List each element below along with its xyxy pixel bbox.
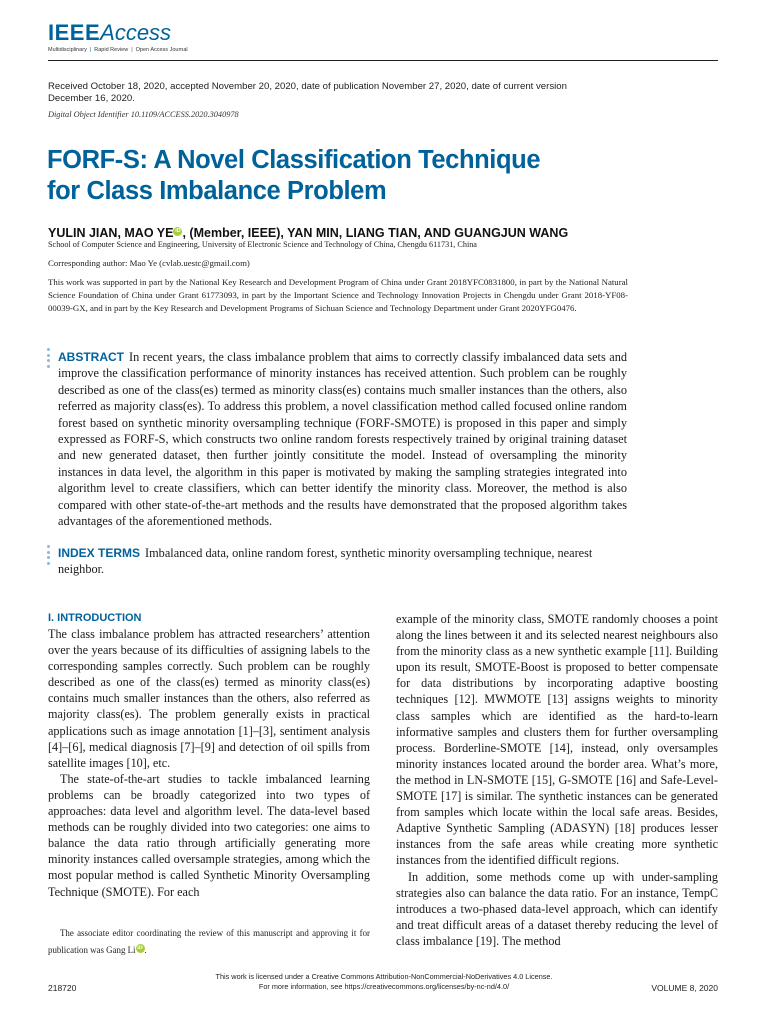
abstract-label: ABSTRACT xyxy=(58,350,124,364)
page-number: 218720 xyxy=(48,983,77,993)
editor-note-end: . xyxy=(144,945,147,955)
affiliation: School of Computer Science and Engineering, University of Electronic Science and Technology of China, Chengdu 611731, China xyxy=(48,240,477,249)
paper-title xyxy=(47,145,647,207)
body-column-left xyxy=(48,611,370,900)
orcid-icon[interactable]: iD xyxy=(137,945,143,952)
abstract-marker-icon xyxy=(47,348,51,370)
doi[interactable]: Digital Object Identifier 10.1109/ACCESS.2020.3040978 xyxy=(48,110,239,119)
tagline-separator: | xyxy=(131,47,133,53)
editor-footnote xyxy=(48,925,370,959)
index-terms-text: Imbalanced data, online random forest, synthetic minority oversampling technique, nearest neighbor. xyxy=(58,546,593,577)
tagline-separator: | xyxy=(89,47,92,53)
abstract xyxy=(58,349,627,529)
logo-access: Access xyxy=(100,20,172,45)
paragraph: example of the minority class, SMOTE randomly chooses a point along the lines between it and its selected nearest neighbours also from the minority class as a new synthetic example [11]. Building upon its result, SMOTE-Boost is proposed to better compensate for data distributions by incorporating adaptive boosting techniques [12]. MWMOTE [13] assigns weights to minority class samples which are identified as the hard-to-learn informative samples and clusters them for further oversampling process. Borderline-SMOTE [14], instead, only oversamples minority instances located around the border area. What’s more, the method in LN-SMOTE [15], G-SMOTE [16] and Safe-Level-SMOTE [17] is similar. The synthetic instances can be generated from samples which locate within the local safe areas. Besides, Adaptive Synthetic Sampling (ADASYN) [18] produces lesser instances from the safe areas while creating more synthetic instances from the identified difficult regions. xyxy=(396,612,718,868)
license-line: This work is licensed under a Creative Commons Attribution-NonCommercial-NoDerivatives 4.0 License. xyxy=(215,972,553,981)
funding-statement: This work was supported in part by the National Key Research and Development Program of China under Grant 2018YFC0831800, in part by the National Natural Science Foundation of China under Grant 61773093, in part by the Important Science and Technology Innovation Projects in Chengdu under Grant 2018-YF08-00039-GX, and in part by the Key Research and Development Programs of Sichuan Science and Technology Department under Grant 2020YFG0476. xyxy=(48,277,628,313)
logo-tagline xyxy=(48,47,188,53)
author-list xyxy=(48,226,568,240)
tagline-item: Open Access Journal xyxy=(135,47,188,53)
orcid-icon[interactable]: iD xyxy=(175,227,181,234)
tagline-item: Rapid Review xyxy=(94,47,129,53)
body-column-right xyxy=(396,611,718,949)
tagline-item: Multidisciplinary xyxy=(48,47,87,53)
index-terms-marker-icon xyxy=(47,545,51,567)
title-line-2: for Class Imbalance Problem xyxy=(47,177,387,205)
section-heading: I. INTRODUCTION xyxy=(48,612,142,624)
index-terms-label: INDEX TERMS xyxy=(58,546,141,560)
volume-label: VOLUME 8, 2020 xyxy=(651,983,718,993)
title-line-1: FORF-S: A Novel Classification Technique xyxy=(47,146,541,174)
license-link[interactable]: For more information, see https://creativecommons.org/licenses/by-nc-nd/4.0/ xyxy=(258,981,510,991)
paragraph: In addition, some methods come up with under-sampling strategies also can balance the data ratio. For an instance, TempC introduces a two-phased data-level approach, which can identify and treat difficult areas of a dataset thereby reducing the level of class imbalance [19]. The method xyxy=(396,869,718,948)
header-divider xyxy=(48,60,718,61)
authors-first: YULIN JIAN, MAO YE xyxy=(48,226,174,240)
corresponding-author: Corresponding author: Mao Ye (cvlab.uestc@gmail.com) xyxy=(48,258,250,268)
authors-rest: , (Member, IEEE), YAN MIN, LIANG TIAN, AND GUANGJUN WANG xyxy=(182,226,569,240)
editor-note-text: The associate editor coordinating the review of this manuscript and approving it for publication was Gang Li xyxy=(48,928,370,955)
paragraph: The state-of-the-art studies to tackle imbalanced learning problems can be broadly categorized into two types of approaches: data level and algorithm level. The data-level based methods can be roughly divided into two categories: one aims to balance the data ratio through artificially generating more minority instances called oversample strategies, among which the most popular method is called Synthetic Minority Oversampling Technique (SMOTE). For each xyxy=(48,771,370,899)
journal-logo xyxy=(48,20,188,53)
index-terms xyxy=(58,545,627,578)
abstract-text: In recent years, the class imbalance problem that aims to correctly classify imbalanced data sets and improve the classification performance of minority instances has received attention. Such problem can be roughly described as one of the class(es) termed as minority class(es) contains much smaller instances than the others, also referred as majority class(es). To address this problem, a novel classification method called focused online random forest based on synthetic minority oversampling technique (FORF-SMOTE) is proposed in this paper and simply expressed as FORF-S, which constructs two online random forests respectively trained by original training dataset and new generated dataset, then further jointly consititute the model. Instead of oversampling the minority instances in data level, the algorithm in this paper is motivated by making the sampling strategies integrated into algorithm level to create classifiers, which can better identify the minority class. Moreover, the method is also compared with other state-of-the-art methods and the results have demonstrated that the proposed algorithm takes advantages of the aforementioned methods. xyxy=(58,350,627,529)
received-dates: Received October 18, 2020, accepted November 20, 2020, date of publication November 27, 2020, date of current version December 16, 2020. xyxy=(48,81,567,104)
paragraph: The class imbalance problem has attracted researchers’ attention over the years because of its difficulties of assigning labels to the corresponding samples correctly. Such problem can be roughly described as one of the class(es) termed as minority class(es) contains much smaller instances than the others, also referred as majority class(es). The problem generally exists in practical applications such as image annotation [1]–[3], sentiment analysis [4]–[6], medical diagnosis [7]–[9] and detection of oil spills from satellite images [10], etc. xyxy=(48,627,370,770)
logo-ieee: IEEE xyxy=(48,20,101,45)
